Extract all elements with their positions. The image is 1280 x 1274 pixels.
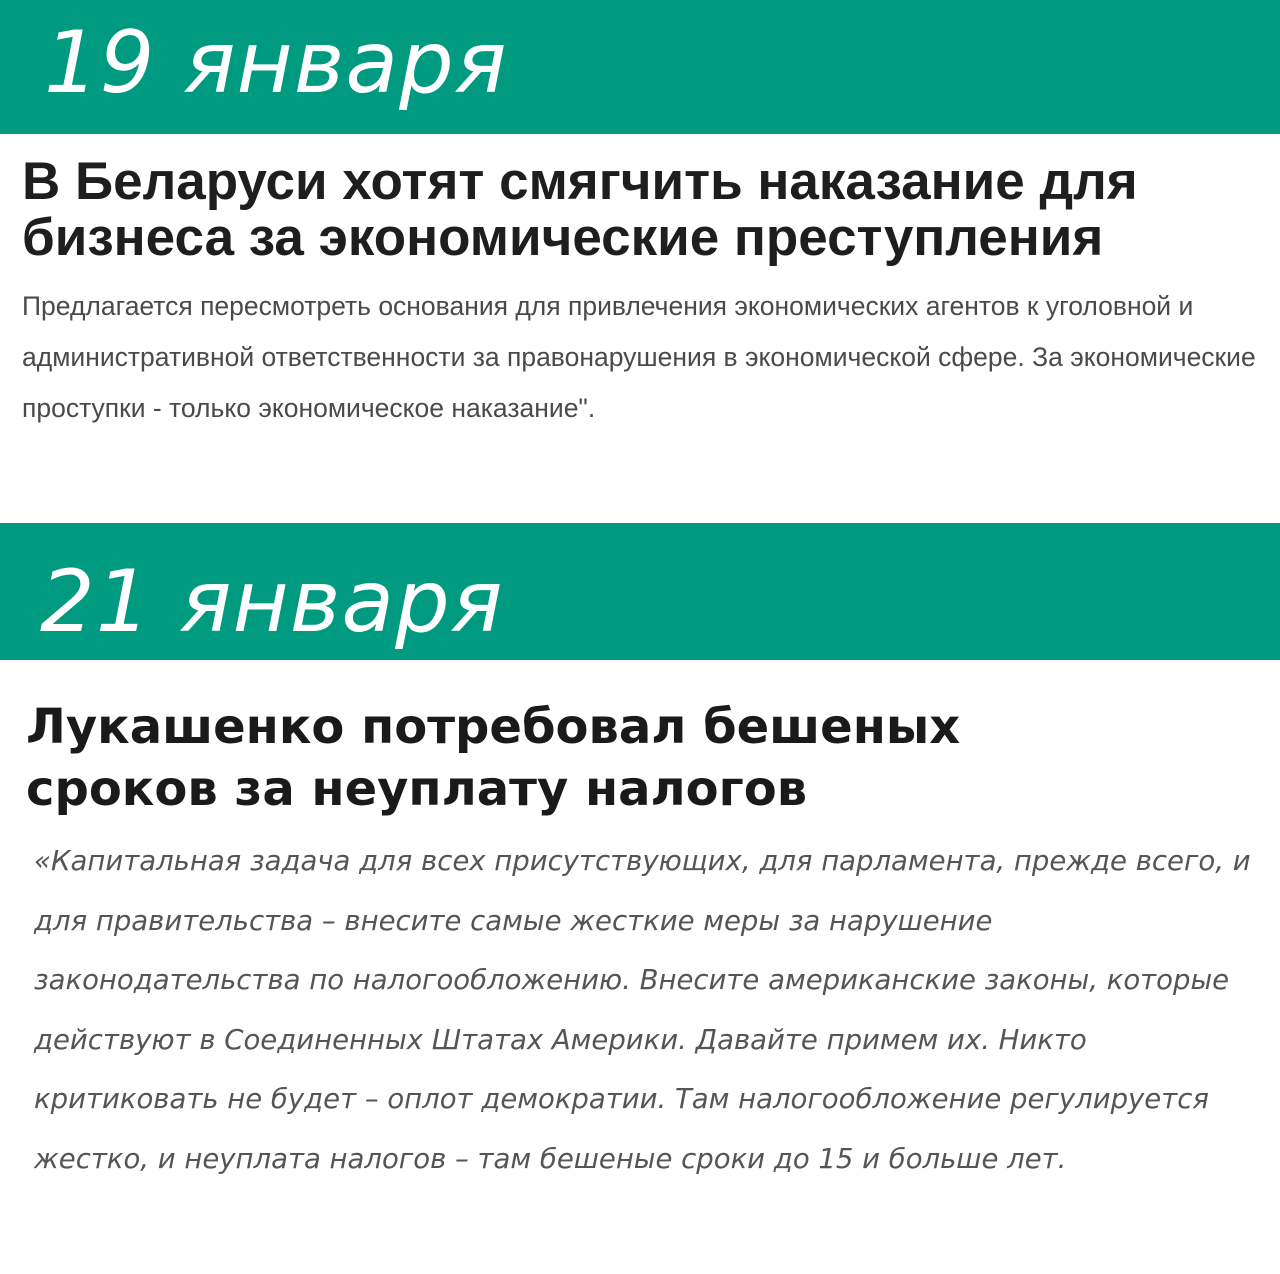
date-banner-2 bbox=[0, 523, 1280, 660]
news-headline-2: Лукашенко потребовал бешеных сроков за неуплату налогов bbox=[26, 699, 961, 817]
news-quote-2: «Капитальная задача для всех присутствующих, для парламента, прежде всего, и для правительства – внесите самые жесткие меры за нарушение законодательства по налогообложению. Внесите американские законы, которые действуют в Соединенных Штатах Америки. Давайте примем их. Никто критиковать не будет – оплот демократии. Там налогообложение регулируется жестко, и неуплата налогов – там бешеные сроки до 15 и больше лет. bbox=[34, 845, 1251, 1175]
date-banner-1 bbox=[0, 0, 1280, 134]
news-headline-1: В Беларуси хотят смягчить наказание для бизнеса за экономические преступления bbox=[22, 152, 1138, 267]
date-label-2: 21 января bbox=[40, 552, 504, 652]
date-label-1: 19 января bbox=[44, 13, 508, 113]
news-text-1: Предлагается пересмотреть основания для привлечения экономических агентов к уголовной и административной ответственности за правонарушения в экономической сфере. За экономические проступки - только экономическое наказание". bbox=[22, 291, 1256, 423]
